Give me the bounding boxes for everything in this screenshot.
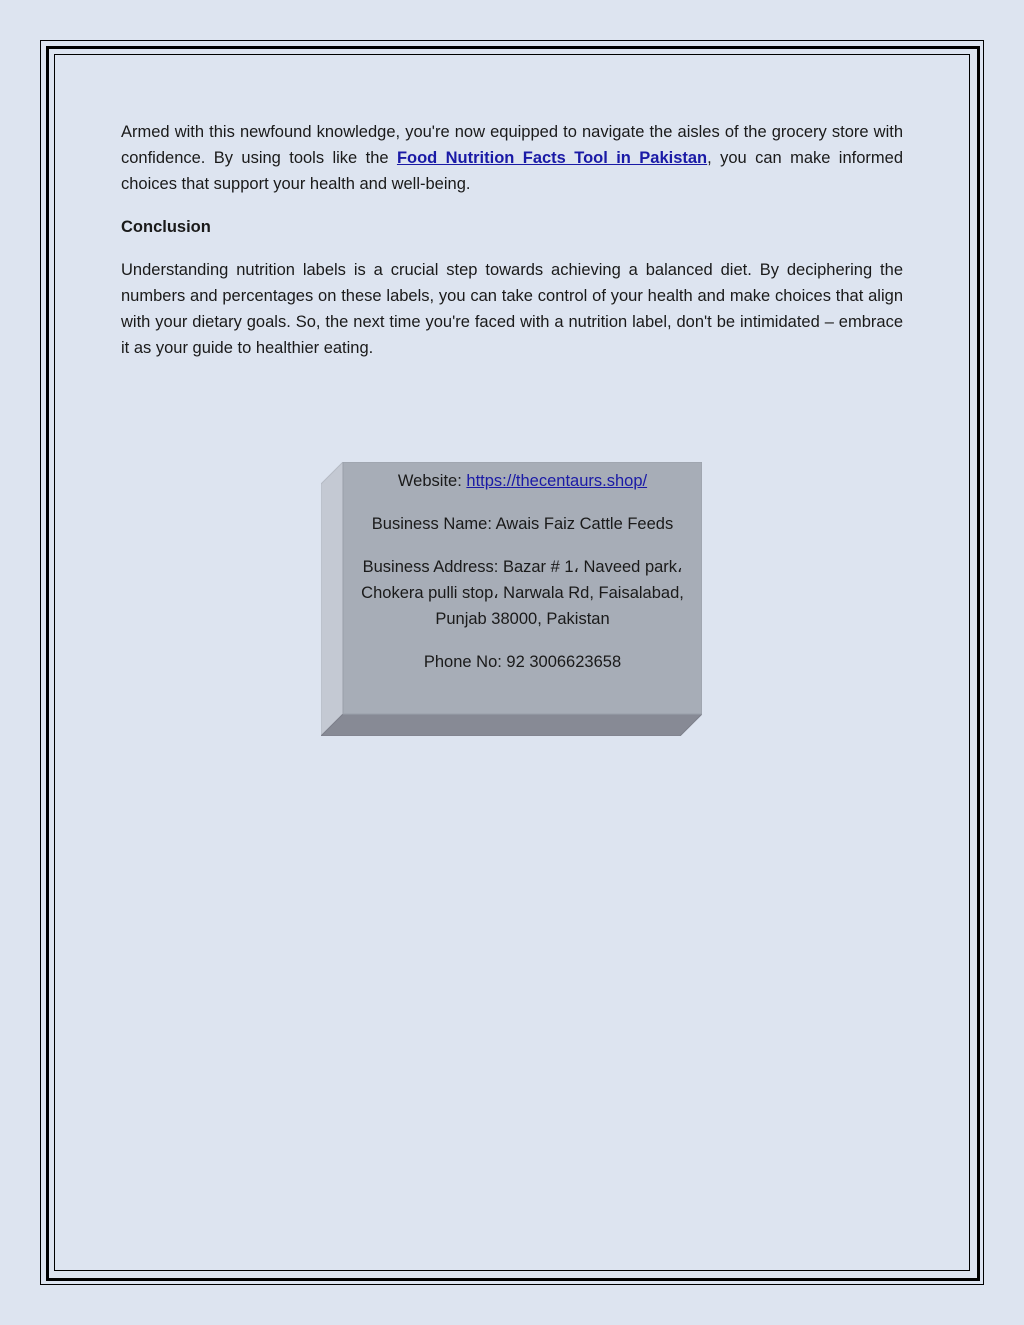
food-nutrition-facts-link[interactable]: Food Nutrition Facts Tool in Pakistan xyxy=(396,149,708,167)
address-line-2: Chokera pulli stop، Narwala Rd, Faisalabad, xyxy=(361,584,684,602)
business-address xyxy=(343,554,702,632)
paragraph-intro-text-after: , you can make informed choices that support your health and well-being. xyxy=(121,149,904,193)
business-info-box xyxy=(321,462,702,736)
business-info-text xyxy=(343,462,702,714)
website-label: Website: xyxy=(397,472,467,490)
section-heading-conclusion: Conclusion xyxy=(121,218,211,236)
paragraph-conclusion: Understanding nutrition labels is a crucial step towards achieving a balanced diet. By deciphering the numbers and percentages on these labels, you can take control of your health and make choices that align with your dietary goals. So, the next time you're faced with a nutrition label, don't be intimidated – embrace it as your guide to healthier eating. xyxy=(121,261,903,357)
paragraph-intro-text-before: Armed with this newfound knowledge, you're now equipped to navigate the aisles of the grocery store with confidence. By using tools like the xyxy=(121,123,903,167)
document-body xyxy=(121,119,903,378)
address-line-3: Punjab 38000, Pakistan xyxy=(435,610,610,628)
phone-number: Phone No: 92 3006623658 xyxy=(423,653,622,671)
website-line xyxy=(343,468,702,494)
paragraph-intro xyxy=(121,119,903,197)
business-name: Business Name: Awais Faiz Cattle Feeds xyxy=(371,515,674,533)
address-line-1: Business Address: Bazar # 1، Naveed park، xyxy=(362,558,683,576)
website-link[interactable]: https://thecentaurs.shop/ xyxy=(466,472,648,490)
